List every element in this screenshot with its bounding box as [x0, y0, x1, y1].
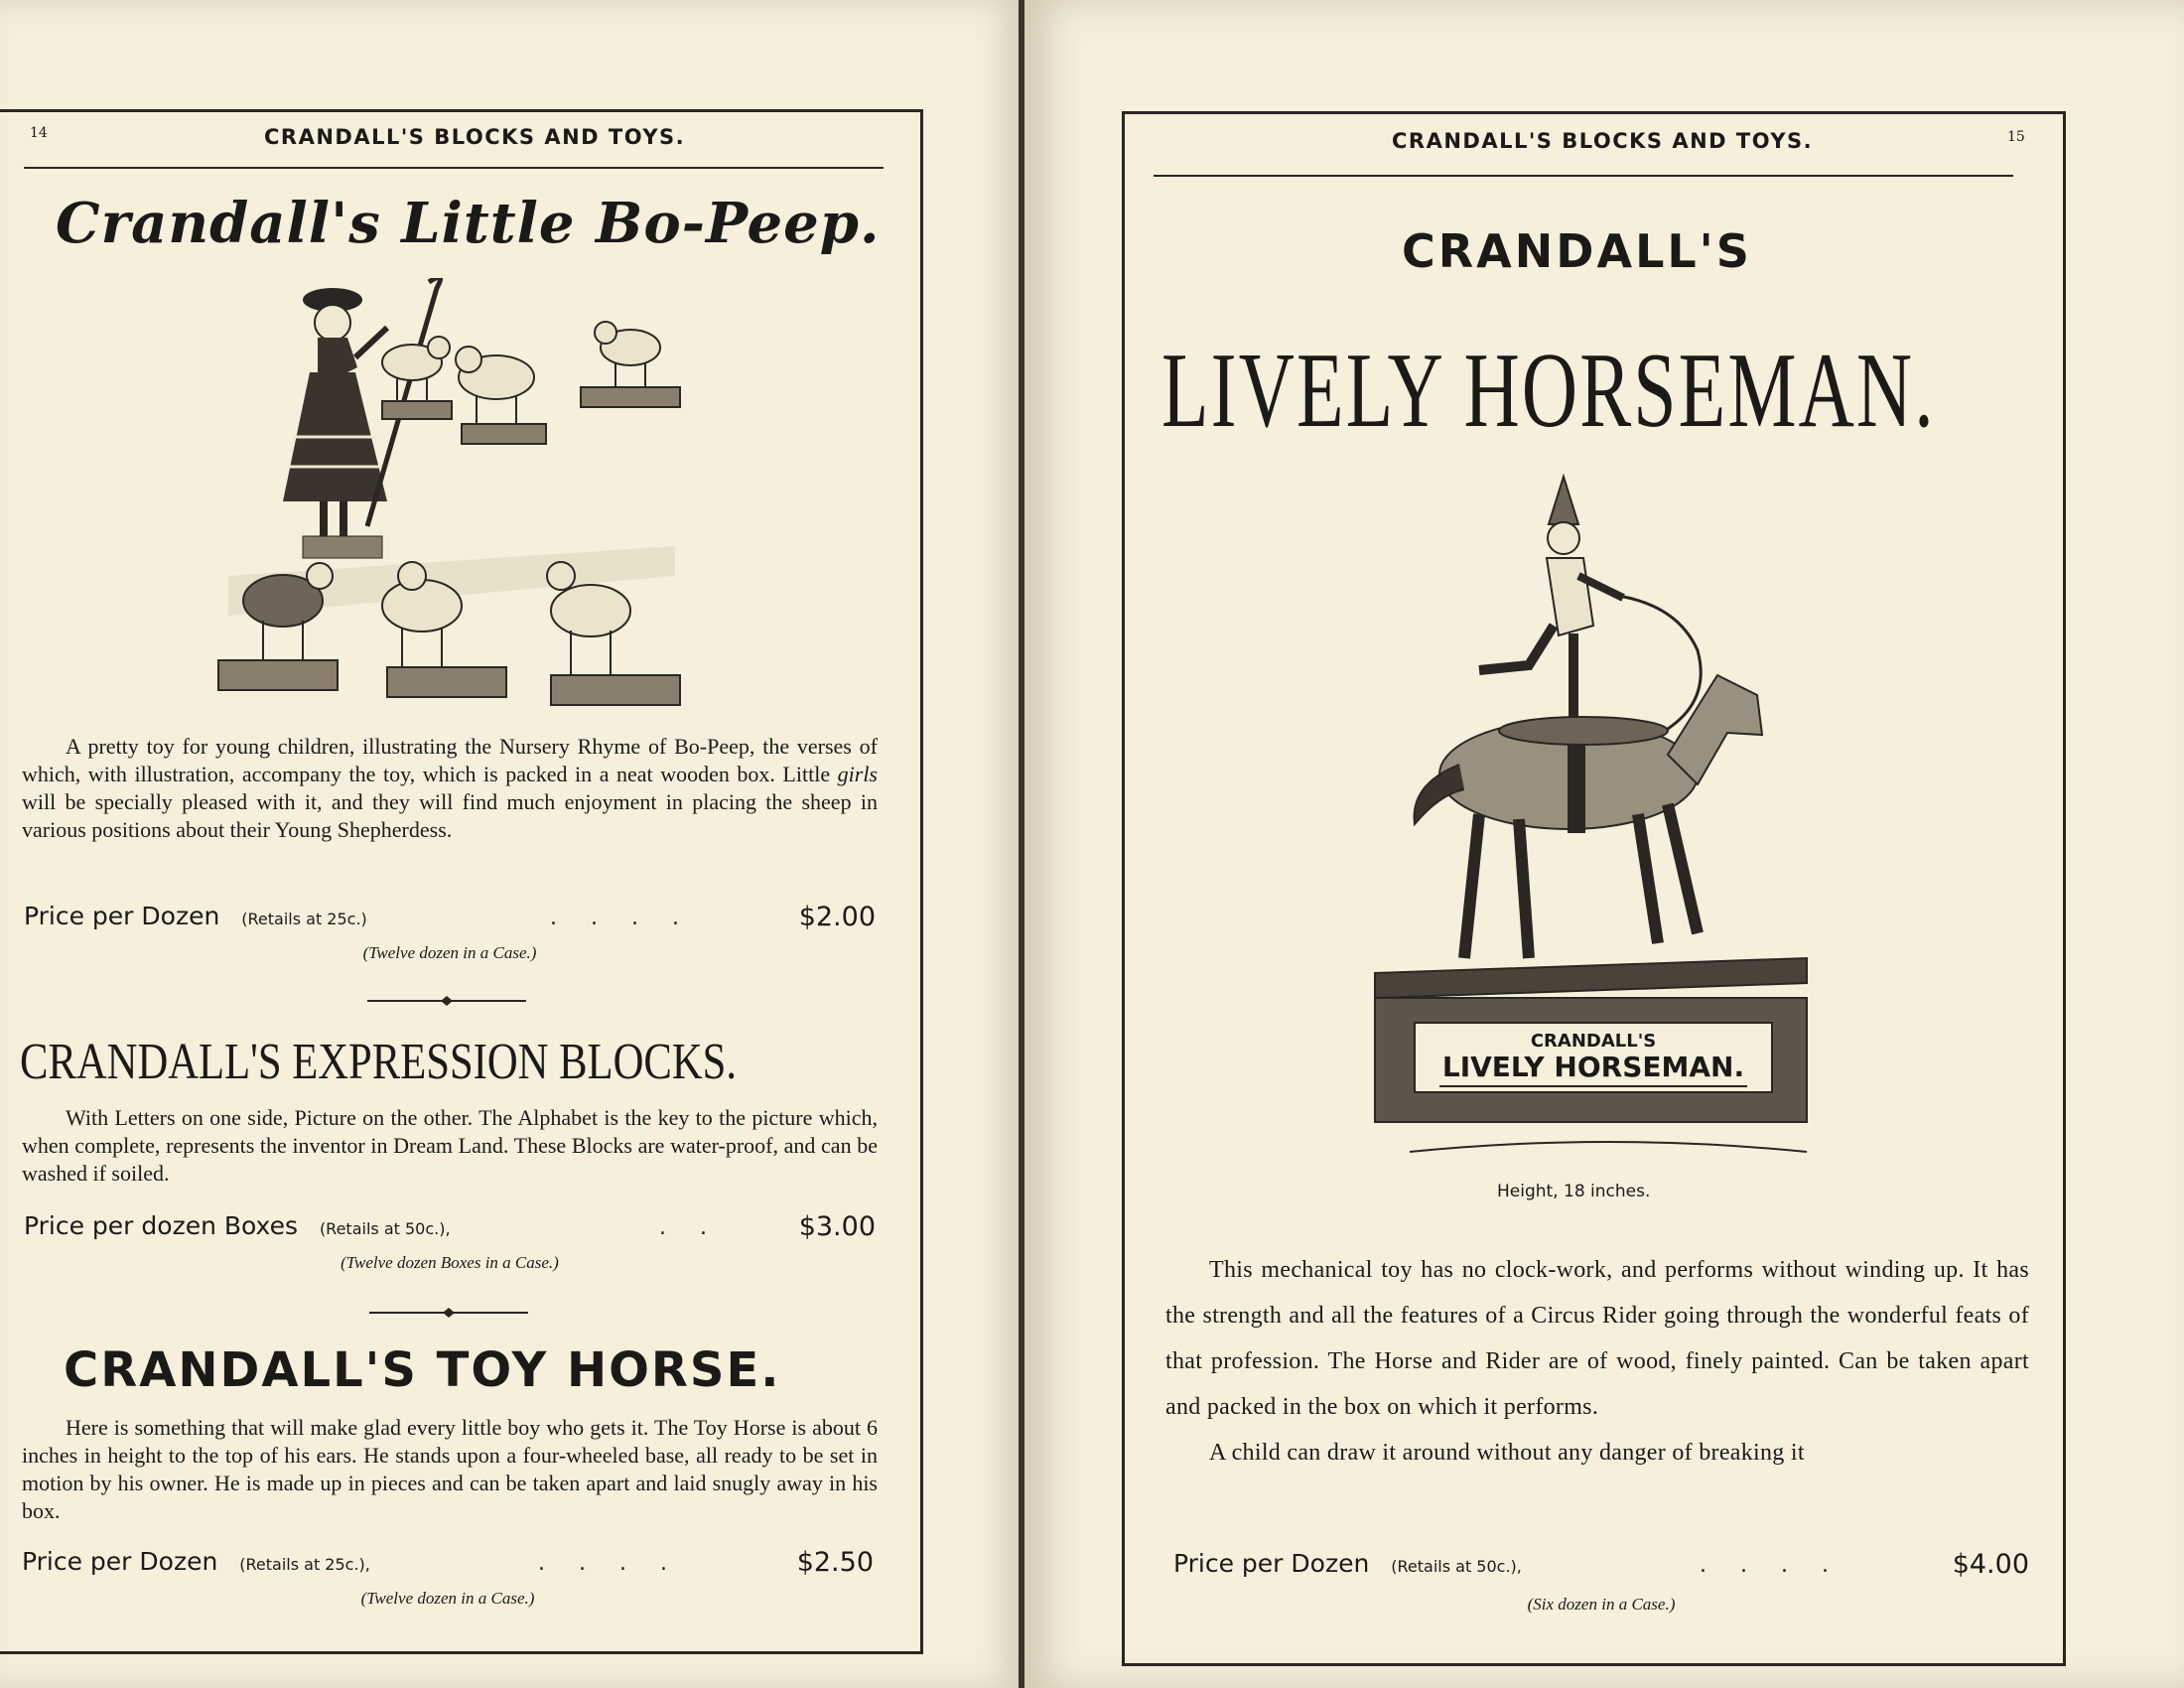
- expression-blocks-price: $3.00: [798, 1211, 876, 1242]
- right-running-head: CRANDALL'S BLOCKS AND TOYS.: [1392, 129, 1814, 153]
- bo-peep-description-italic: girls: [837, 762, 878, 786]
- bo-peep-leader-dots: ....: [550, 906, 713, 930]
- expression-blocks-leader-dots: ..: [659, 1215, 741, 1240]
- box-label-top: CRANDALL'S: [1530, 1031, 1657, 1052]
- horseman-title-large: LIVELY HORSEMAN.: [1161, 332, 1936, 450]
- circus-rider-figure: [1479, 477, 1701, 735]
- horseman-description: [1165, 1247, 2029, 1476]
- expression-blocks-title: CRANDALL'S EXPRESSION BLOCKS.: [20, 1034, 738, 1090]
- expression-blocks-text: With Letters on one side, Picture on the other. The Alphabet is the key to the picture which, when complete, represents the inventor in Dream Land. These Blocks are water-proof, and can be washed if soiled.: [22, 1105, 878, 1186]
- dappled-horse-figure: [1415, 675, 1762, 958]
- toy-horse-price: $2.50: [796, 1547, 874, 1578]
- horseman-title-small: CRANDALL'S: [1402, 224, 1752, 278]
- bo-peep-description-part1: A pretty toy for young children, illustrating the Nursery Rhyme of Bo-Peep, the verses of which, with illustration, accompany the toy, which is packed in a neat wooden box. Little: [22, 734, 878, 786]
- bo-peep-price-line: [24, 902, 876, 930]
- expression-blocks-price-line: [24, 1211, 876, 1240]
- left-running-head: CRANDALL'S BLOCKS AND TOYS.: [264, 125, 686, 149]
- bo-peep-case-note: (Twelve dozen in a Case.): [362, 943, 537, 962]
- bo-peep-title: Crandall's Little Bo-Peep.: [56, 191, 881, 256]
- toy-horse-text: Here is something that will make glad every little boy who gets it. The Toy Horse is about 6 inches in height to the top of his ears. He stands upon a four-wheeled base, all ready to be set in motion by his owner. He is made up in pieces and can be taken apart and laid snugly away in his box.: [22, 1415, 878, 1523]
- expression-blocks-description: [22, 1104, 878, 1188]
- horseman-height-caption: Height, 18 inches.: [1497, 1182, 1651, 1201]
- bo-peep-description-part2: will be specially pleased with it, and they will find much enjoyment in placing the sheep in various positions about their Young Shepherdess.: [22, 789, 878, 842]
- horseman-retail: (Retails at 50c.),: [1391, 1557, 1522, 1576]
- bo-peep-retail: (Retails at 25c.): [241, 910, 367, 928]
- horseman-case-note: (Six dozen in a Case.): [1527, 1595, 1676, 1614]
- horseman-box: [1375, 958, 1807, 1152]
- bo-peep-description: [22, 733, 878, 844]
- toy-horse-case-note: (Twelve dozen in a Case.): [360, 1589, 535, 1608]
- toy-horse-title: CRANDALL'S TOY HORSE.: [64, 1342, 781, 1398]
- horseman-price-label: Price per Dozen: [1173, 1549, 1370, 1578]
- left-folio: 14: [30, 125, 48, 141]
- horseman-price-line: [1173, 1549, 2029, 1578]
- sheep-flock: [218, 322, 680, 705]
- bo-peep-price-label: Price per Dozen: [24, 902, 220, 930]
- horseman-price: $4.00: [1952, 1549, 2029, 1580]
- toy-horse-leader-dots: ....: [538, 1551, 701, 1576]
- expression-blocks-case-note: (Twelve dozen Boxes in a Case.): [341, 1253, 559, 1272]
- lively-horseman-illustration: [1370, 467, 1817, 1172]
- horseman-leader-dots: ....: [1700, 1553, 1862, 1578]
- box-label-main: LIVELY HORSEMAN.: [1441, 1051, 1745, 1083]
- expression-blocks-retail: (Retails at 50c.),: [319, 1219, 451, 1238]
- left-header-rule: [24, 167, 884, 169]
- toy-horse-price-line: [22, 1547, 874, 1576]
- left-page: [0, 0, 1021, 1688]
- bo-peep-illustration: [208, 278, 695, 715]
- right-folio: 15: [2007, 129, 2025, 145]
- horseman-paragraph-1: This mechanical toy has no clock-work, and performs without winding up. It has the strength and all the features of a Circus Rider going through the wonderful feats of that profession. The Horse and Rider are of wood, finely painted. Can be taken apart and packed in the box on which it performs.: [1165, 1257, 2029, 1420]
- right-header-rule: [1154, 175, 2013, 177]
- toy-horse-description: [22, 1414, 878, 1525]
- bo-peep-price: $2.00: [798, 902, 876, 932]
- expression-blocks-price-label: Price per dozen Boxes: [24, 1211, 298, 1240]
- toy-horse-price-label: Price per Dozen: [22, 1547, 218, 1576]
- horseman-paragraph-2: A child can draw it around without any danger of breaking it: [1209, 1440, 1805, 1466]
- section-divider-ornament-2: [369, 1303, 528, 1323]
- toy-horse-retail: (Retails at 25c.),: [239, 1555, 370, 1574]
- section-divider-ornament: [367, 991, 526, 1011]
